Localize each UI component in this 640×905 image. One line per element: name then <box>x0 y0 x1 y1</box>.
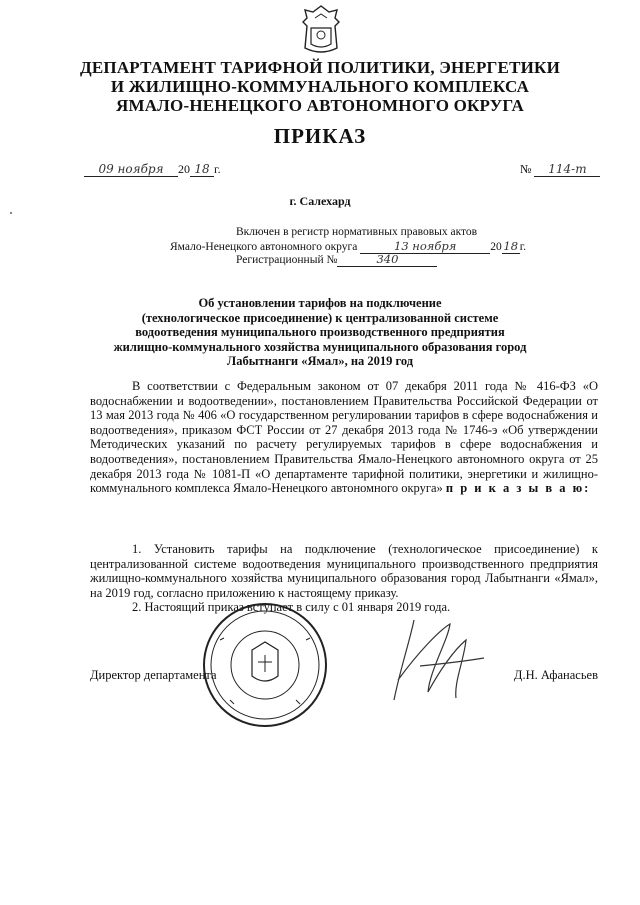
margin-mark <box>6 208 16 220</box>
order-title-line-2: (технологическое присоединение) к централизованной системе <box>141 310 499 325</box>
registration-line-1: Включен в регистр нормативных правовых актов <box>236 226 478 238</box>
preamble-text: В соответствии с Федеральным законом от 07 декабря 2011 года № 416-ФЗ «О водоснабжении и водоотведении», постановлением Правительства Российской Федерации от 13 мая 2013 года № 406 «О государственном регулировании тарифов в сфере водоснабжения и водоотведения», приказом ФСТ России от 27 декабря 2013 года № 1746-э «Об утверждении Методических указаний по расчету регулируемых тарифов в сфере водоснабжения и водоотведения», постановлением Правительства Ямало-Ненецкого автономного округа от 25 декабря 2013 года № 1081-П «О департаменте тарифной политики, энергетики и жилищно-коммунального комплекса Ямало-Ненецкого автономного округа» <box>90 379 598 496</box>
coat-of-arms-icon <box>299 4 343 56</box>
order-number <box>520 162 600 177</box>
order-number-label: № <box>520 162 532 176</box>
department-name-line-2: И ЖИЛИЩНО-КОММУНАЛЬНОГО КОМПЛЕКСА <box>110 77 530 96</box>
document-type-title: ПРИКАЗ <box>273 124 367 148</box>
order-date-day: 09 ноября <box>84 162 178 177</box>
order-title-line-3: водоотведения муниципального производственного предприятия <box>135 325 505 339</box>
registration-number-label: Регистрационный № <box>236 254 338 266</box>
department-name-line-1: ДЕПАРТАМЕНТ ТАРИФНОЙ ПОЛИТИКИ, ЭНЕРГЕТИКИ <box>79 58 561 77</box>
order-items <box>90 542 598 615</box>
order-title-line-4: жилищно-коммунального хозяйства муниципального образования город <box>113 339 527 354</box>
order-year-abbr: г. <box>214 162 221 176</box>
order-number-value: 114-т <box>534 162 600 177</box>
registration-number: 340 <box>337 252 437 267</box>
city: г. Салехард <box>289 194 351 208</box>
official-seal-icon <box>200 600 330 730</box>
registration-year-abbr: г. <box>519 241 526 253</box>
registration-line-3 <box>236 252 437 267</box>
order-title-line-5: Лабытнанги «Ямал», на 2019 год <box>226 354 414 368</box>
order-year-suffix: 18 <box>190 162 214 177</box>
registration-date: 13 ноября <box>360 239 490 254</box>
resolve-word: п р и к а з ы в а ю: <box>445 481 591 496</box>
order-title <box>80 296 560 369</box>
order-item-1: 1. Установить тарифы на подключение (технологическое присоединение) к централизованной системе водоотведения муниципального производственного предприятия жилищно-коммунального хозяйства муниципального образования город Лабытнанги «Ямал», на 2019 год, согласно приложению к настоящему приказу. <box>90 542 598 600</box>
order-year-prefix: 20 <box>178 162 190 176</box>
handwritten-signature-icon <box>380 610 500 710</box>
registration-region: Ямало-Ненецкого автономного округа <box>170 241 358 253</box>
order-date <box>84 162 221 177</box>
registration-year-suffix: 18 <box>503 239 519 253</box>
preamble <box>90 379 598 496</box>
margin-dot-icon <box>6 208 16 218</box>
order-item-2: 2. Настоящий приказ вступает в силу с 01 января 2019 года. <box>132 600 451 615</box>
signatory-role: Директор департамента <box>90 668 217 682</box>
order-title-line-1: Об установлении тарифов на подключение <box>198 296 442 310</box>
department-name-line-3: ЯМАЛО-НЕНЕЦКОГО АВТОНОМНОГО ОКРУГА <box>115 96 525 115</box>
registration-year-prefix: 20 <box>490 241 502 253</box>
signatory-name: Д.Н. Афанасьев <box>513 668 598 682</box>
